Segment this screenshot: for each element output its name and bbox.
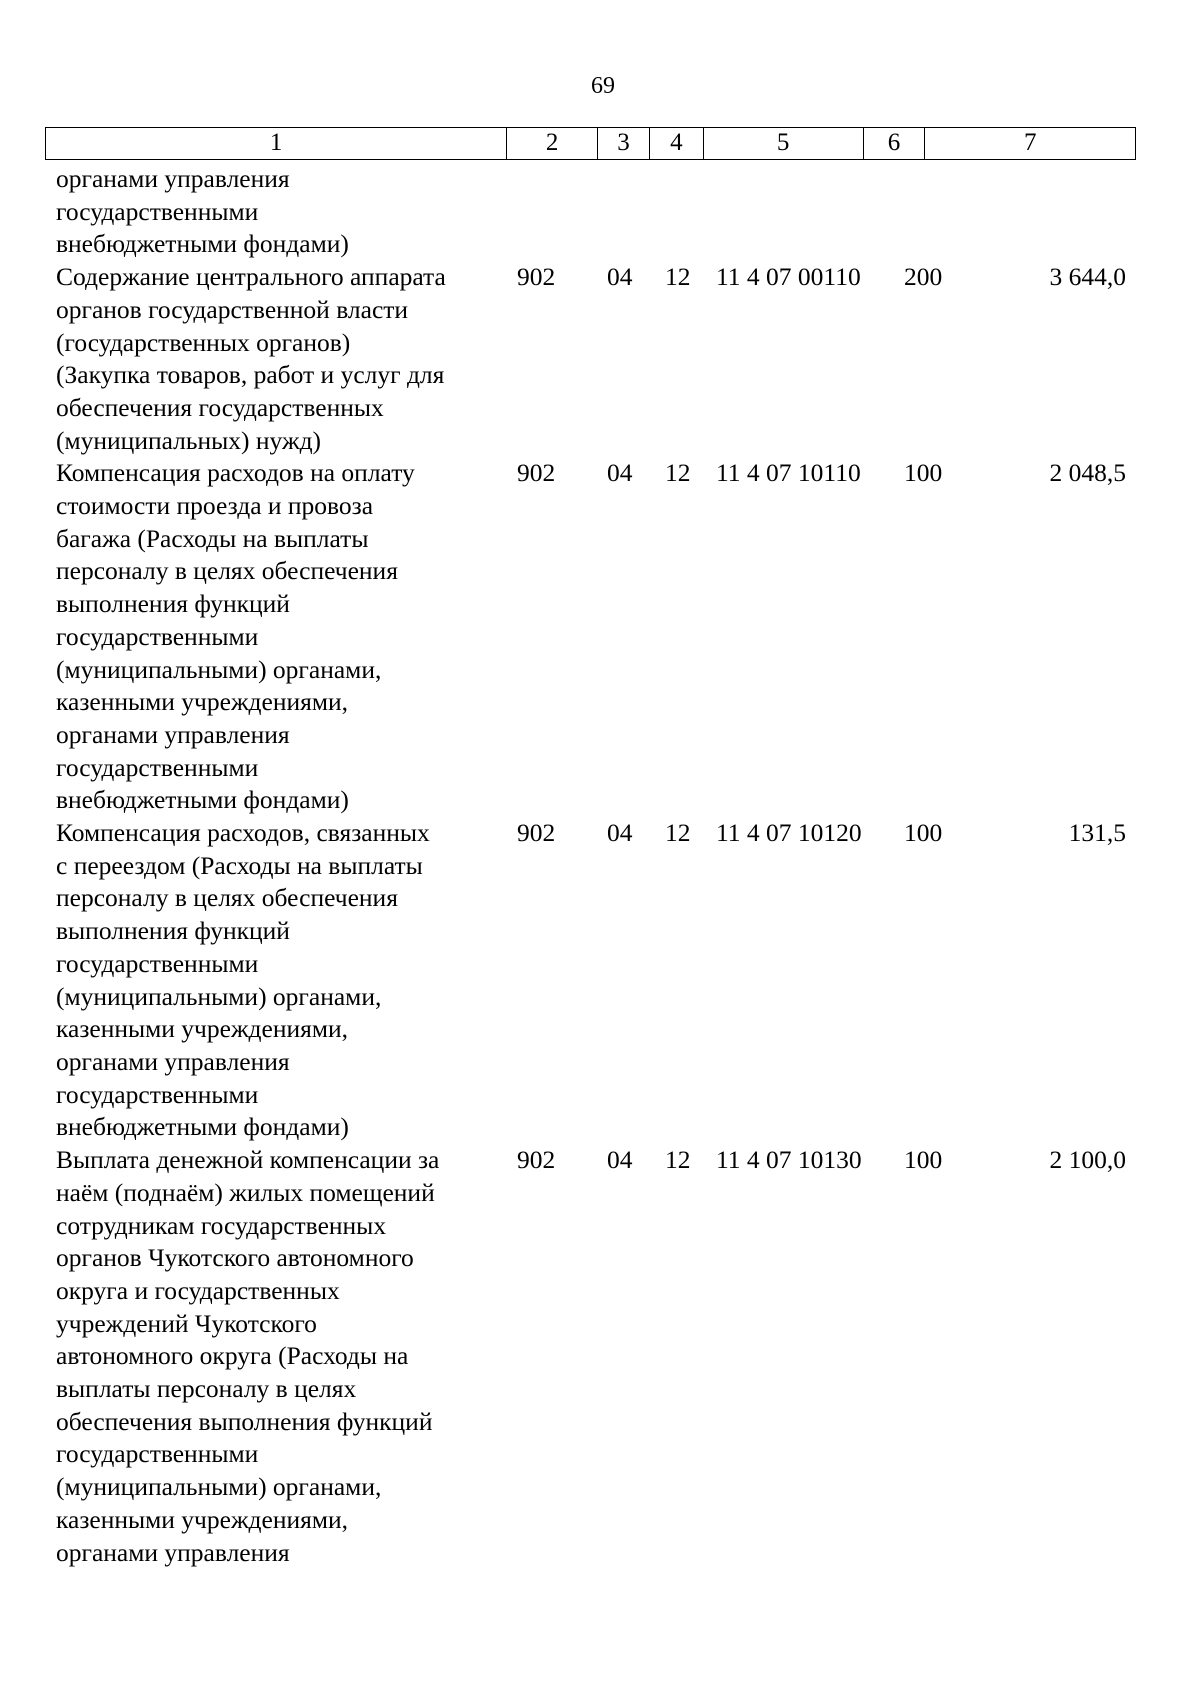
- row-pr: 12: [665, 818, 691, 848]
- row-cs: 11 4 07 10130: [716, 1145, 862, 1175]
- row-name-line: внебюджетными фондами): [56, 1112, 349, 1142]
- row-vr: 200: [904, 262, 943, 292]
- row-name-line: учреждений Чукотского: [56, 1308, 317, 1338]
- row-cs: 11 4 07 00110: [716, 262, 861, 292]
- table-row: [56, 261, 1136, 457]
- row-gr: 902: [517, 818, 556, 848]
- row-name-line: Компенсация расходов на оплату: [56, 458, 415, 488]
- row-name-line: органов государственной власти: [56, 294, 409, 324]
- row-name-line: государственными: [56, 752, 259, 782]
- table-header: [45, 127, 1136, 160]
- row-name-line: органами управления: [56, 1537, 290, 1567]
- row-pr: 12: [665, 262, 691, 292]
- row-name: [56, 163, 514, 261]
- row-name-line: государственными: [56, 1079, 259, 1109]
- row-pr: 12: [665, 458, 691, 488]
- row-name-line: органами управления: [56, 164, 290, 193]
- row-name-line: (муниципальными) органами,: [56, 654, 382, 684]
- row-name-line: (муниципальных) нужд): [56, 425, 322, 455]
- row-gr: 902: [517, 262, 556, 292]
- header-col-7: 7: [1023, 129, 1037, 156]
- row-rz: 04: [607, 262, 633, 292]
- row-name-line: выполнения функций: [56, 916, 290, 946]
- row-name-line: багажа (Расходы на выплаты: [56, 523, 369, 553]
- row-rz: 04: [607, 818, 633, 848]
- row-name: [56, 1144, 514, 1569]
- row-name-line: казенными учреждениями,: [56, 1504, 349, 1534]
- row-name-line: персоналу в целях обеспечения: [56, 556, 398, 586]
- row-name-line: Содержание центрального аппарата: [56, 262, 446, 292]
- header-col-2: 2: [507, 128, 598, 159]
- table-body: [56, 163, 1136, 1569]
- row-name-line: государственными: [56, 196, 259, 226]
- row-name-line: (муниципальными) органами,: [56, 981, 382, 1011]
- header-col-4: 4: [650, 128, 704, 159]
- row-name-line: обеспечения государственных: [56, 392, 384, 422]
- row-name-line: (Закупка товаров, работ и услуг для: [56, 360, 445, 390]
- row-name-line: внебюджетными фондами): [56, 229, 349, 259]
- row-sum: 2 048,5: [1049, 458, 1126, 488]
- row-name-line: государственными: [56, 1439, 259, 1469]
- row-name-line: выполнения функций: [56, 589, 290, 619]
- row-gr: 902: [517, 458, 556, 488]
- row-gr: 902: [517, 1145, 556, 1175]
- row-cs: 11 4 07 10110: [716, 458, 861, 488]
- row-rz: 04: [607, 458, 633, 488]
- header-col-1: 1: [46, 128, 507, 159]
- row-vr: 100: [904, 818, 943, 848]
- row-rz: 04: [607, 1145, 633, 1175]
- table-row: [56, 163, 1136, 261]
- row-vr: 100: [904, 1145, 943, 1175]
- table-row: [56, 457, 1136, 817]
- row-name-line: с переездом (Расходы на выплаты: [56, 850, 423, 880]
- row-name: [56, 261, 514, 457]
- header-col-3: 3: [598, 128, 650, 159]
- row-sum: 3 644,0: [1049, 262, 1126, 292]
- row-pr: 12: [665, 1145, 691, 1175]
- row-name: [56, 457, 514, 817]
- row-name-line: стоимости проезда и провоза: [56, 491, 374, 521]
- row-name-line: Компенсация расходов, связанных: [56, 818, 430, 848]
- row-name-line: обеспечения выполнения функций: [56, 1406, 433, 1436]
- row-name-line: сотрудникам государственных: [56, 1210, 387, 1240]
- row-name-line: округа и государственных: [56, 1275, 340, 1305]
- row-name-line: наём (поднаём) жилых помещений: [56, 1177, 435, 1207]
- header-col-5: 5: [704, 128, 864, 159]
- row-name-line: автономного округа (Расходы на: [56, 1341, 409, 1371]
- row-name-line: казенными учреждениями,: [56, 1014, 349, 1044]
- row-name-line: государственными: [56, 621, 259, 651]
- row-vr: 100: [904, 458, 943, 488]
- row-name-line: персоналу в целях обеспечения: [56, 883, 398, 913]
- row-cs: 11 4 07 10120: [716, 818, 862, 848]
- table-row: [56, 1144, 1136, 1569]
- row-name-line: Выплата денежной компенсации за: [56, 1145, 440, 1175]
- table-row: [56, 817, 1136, 1144]
- row-name-line: (муниципальными) органами,: [56, 1472, 382, 1502]
- row-name-line: (государственных органов): [56, 327, 351, 357]
- row-name-line: казенными учреждениями,: [56, 687, 349, 717]
- row-name-line: государственными: [56, 948, 259, 978]
- row-name: [56, 817, 514, 1144]
- row-name-line: органов Чукотского автономного: [56, 1243, 414, 1273]
- row-sum: 131,5: [1068, 818, 1126, 848]
- header-col-6: 6: [864, 128, 926, 159]
- row-name-line: органами управления: [56, 719, 290, 749]
- page-number: 69: [591, 73, 615, 99]
- row-name-line: выплаты персоналу в целях: [56, 1374, 357, 1404]
- row-sum: 2 100,0: [1049, 1145, 1126, 1175]
- row-name-line: внебюджетными фондами): [56, 785, 349, 815]
- row-name-line: органами управления: [56, 1046, 290, 1076]
